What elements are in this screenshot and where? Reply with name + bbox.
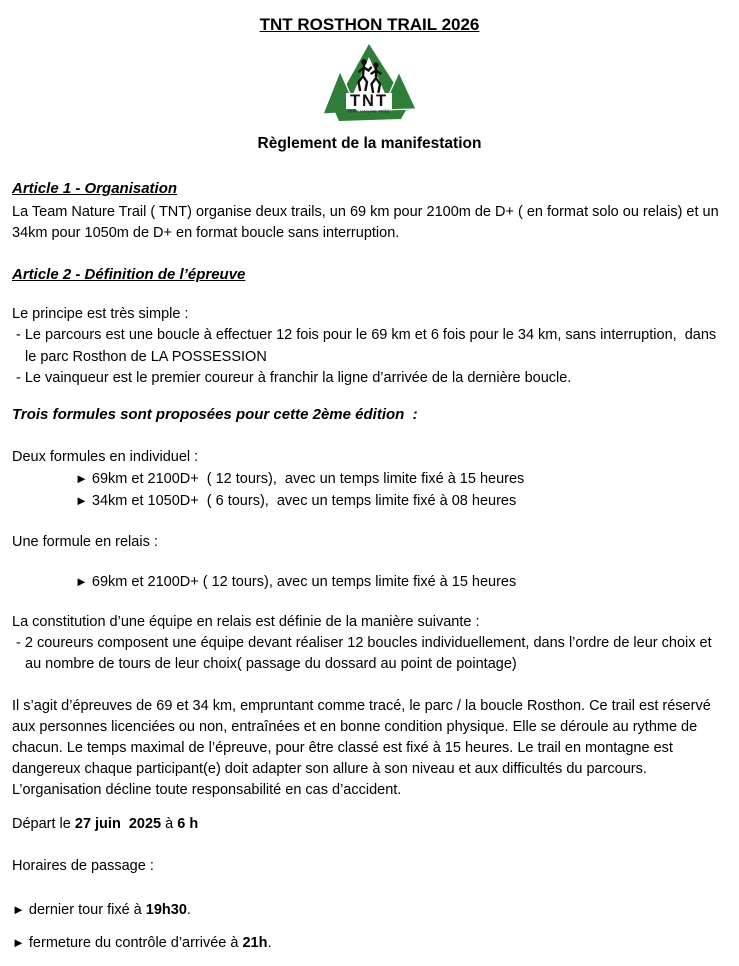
depart-line: [12, 814, 727, 835]
article1-heading: Article 1 - Organisation: [12, 180, 178, 197]
individuel-item-69km-text: 69km et 2100D+ ( 12 tours), avec un temps limite fixé à 15 heures: [87, 470, 525, 487]
horaire-dernier-tour: [12, 899, 727, 921]
logo-team-nature-trail-text: TEAM NATURE TRAIL: [347, 109, 391, 114]
document-title: TNT ROSTHON TRAIL 2026: [259, 15, 480, 34]
relais-item-69km-text: 69km et 2100D+ ( 12 tours), avec un temps limite fixé à 15 heures: [87, 573, 517, 590]
constitution-bullet: - 2 coureurs composent une équipe devant réaliser 12 boucles individuellement, dans l’ordre de leur choix et au nombre de tours de leur choix( passage du dossard au point de pointage): [16, 634, 716, 672]
depart-date: 27 juin 2025: [74, 815, 162, 832]
article1-body: La Team Nature Trail ( TNT) organise deux trails, un 69 km pour 2100m de D+ ( en format solo ou relais) et un 34km pour 1050m de D+ en format boucle sans interruption.: [12, 204, 723, 241]
individuel-item-69km: [75, 468, 727, 490]
arrow-icon: ►: [75, 470, 88, 486]
relais-item-69km: [75, 571, 727, 593]
individuel-intro: Deux formules en individuel :: [12, 448, 199, 465]
principle-intro: Le principe est très simple :: [12, 306, 189, 322]
arrow-icon: ►: [12, 934, 25, 950]
horaires-heading: Horaires de passage :: [12, 857, 154, 874]
tnt-logo: [12, 41, 727, 121]
horaire2-text: fermeture du contrôle d’arrivée à: [24, 934, 243, 951]
depart-prefix: Départ le: [12, 815, 75, 832]
event-description: Il s’agit d’épreuves de 69 et 34 km, empruntant comme tracé, le parc / la boucle Rosthon. Ce trail est réservé aux personnes licenciées ou non, entraînées et en bonne condition physique. Elle se déroule au rythme de chacun. Le temps maximal de l’épreuve, pour être classé est fixé à 15 heures. Le trail en montagne est dangereux chaque participant(e) doit adapter son allure à son niveau et aux difficultés du parcours. L’organisation décline toute responsabilité en cas d’accident.: [12, 697, 715, 798]
document-subtitle: Règlement de la manifestation: [257, 135, 482, 152]
depart-time: 6 h: [177, 815, 199, 832]
arrow-icon: ►: [75, 492, 88, 508]
article2-heading: Article 2 - Définition de l’épreuve: [12, 266, 246, 283]
horaire1-suffix: .: [186, 901, 191, 918]
arrow-icon: ►: [75, 573, 88, 589]
individuel-item-34km: [75, 490, 727, 512]
horaire2-time: 21h: [242, 934, 268, 951]
horaire-fermeture: [12, 932, 727, 954]
constitution-intro: La constitution d’une équipe en relais est définie de la manière suivante :: [12, 613, 480, 630]
horaire2-suffix: .: [267, 934, 272, 951]
principle-bullet-parcours: - Le parcours est une boucle à effectuer 12 fois pour le 69 km et 6 fois pour le 34 km, sans interruption, dans le parc Rosthon de LA POSSESSION: [16, 327, 721, 365]
depart-mid: à: [161, 815, 178, 832]
logo-tnt-text: TNT: [349, 92, 389, 110]
horaire1-time: 19h30: [145, 901, 187, 918]
individuel-item-34km-text: 34km et 1050D+ ( 6 tours), avec un temps limite fixé à 08 heures: [87, 492, 517, 509]
horaire1-text: dernier tour fixé à: [24, 901, 146, 918]
arrow-icon: ►: [12, 901, 25, 917]
principle-bullet-vainqueur: - Le vainqueur est le premier coureur à franchir la ligne d’arrivée de la dernière boucle.: [16, 370, 572, 386]
tnt-logo-image: [322, 41, 417, 121]
formules-heading: Trois formules sont proposées pour cette 2ème édition :: [12, 405, 418, 423]
relais-intro: Une formule en relais :: [12, 533, 158, 550]
